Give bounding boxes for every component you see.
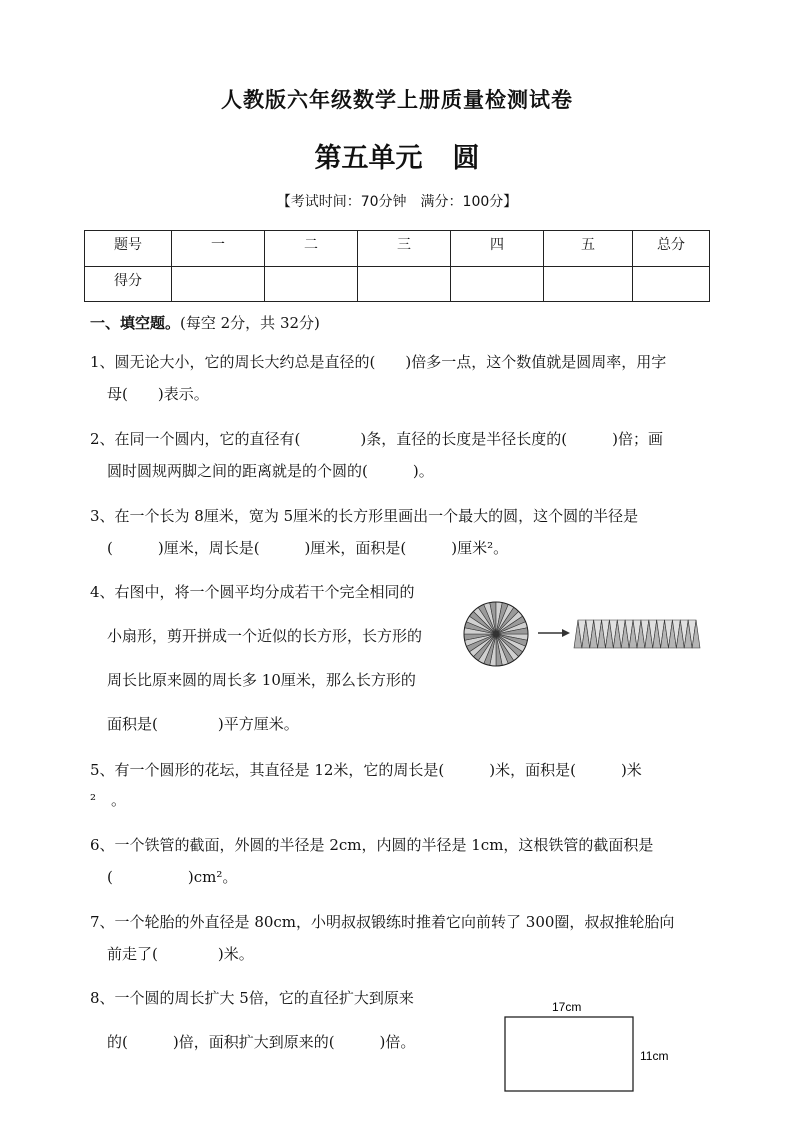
score-cell: 总分 bbox=[633, 231, 710, 267]
score-cell: 题号 bbox=[85, 231, 172, 267]
score-cell: 五 bbox=[544, 231, 633, 267]
question-5-line2: ² 。 bbox=[90, 791, 127, 809]
question-2-line1: 2、在同一个圆内，它的直径有( )条，直径的长度是半径长度的( )倍；画 bbox=[90, 430, 663, 448]
question-3-line2: ( )厘米，周长是( )厘米，面积是( )厘米²。 bbox=[107, 539, 509, 557]
score-table bbox=[84, 230, 710, 302]
unit-topic: 圆 bbox=[452, 143, 480, 174]
question-2 bbox=[90, 429, 708, 481]
question-4-line4: 面积是( )平方厘米。 bbox=[107, 715, 299, 733]
score-input-cell[interactable] bbox=[544, 266, 633, 302]
question-4-line3: 周长比原来圆的周长多 10厘米，那么长方形的 bbox=[107, 671, 416, 689]
divided-circle-icon bbox=[464, 602, 528, 666]
rect-height-label: 11cm bbox=[640, 1049, 669, 1063]
score-cell: 得分 bbox=[85, 266, 172, 302]
question-8-line2: 的( )倍，面积扩大到原来的( )倍。 bbox=[107, 1033, 416, 1051]
question-1-line1: 1、圆无论大小，它的周长大约总是直径的( )倍多一点，这个数值就是圆周率，用字 bbox=[90, 353, 667, 371]
question-2-line2: 圆时圆规两脚之间的距离就是的个圆的( )。 bbox=[107, 462, 434, 480]
score-table-score-row bbox=[85, 266, 710, 302]
rectangle-shape bbox=[505, 1017, 633, 1091]
question-5 bbox=[90, 760, 708, 810]
score-cell: 二 bbox=[265, 231, 358, 267]
exam-meta: 【考试时间：70分钟 满分：100分】 bbox=[276, 194, 518, 210]
question-6-line2: ( )cm²。 bbox=[107, 868, 238, 886]
arrow-right-icon bbox=[538, 629, 570, 637]
score-input-cell[interactable] bbox=[451, 266, 544, 302]
score-cell: 一 bbox=[172, 231, 265, 267]
question-8 bbox=[90, 988, 450, 1052]
question-1-line2: 母( )表示。 bbox=[107, 385, 209, 403]
question-8-line1: 8、一个圆的周长扩大 5倍，它的直径扩大到原来 bbox=[90, 989, 414, 1007]
question-3-line1: 3、在一个长为 8厘米，宽为 5厘米的长方形里画出一个最大的圆，这个圆的半径是 bbox=[90, 507, 639, 525]
question-6 bbox=[90, 835, 708, 887]
question-6-line1: 6、一个铁管的截面，外圆的半径是 2cm，内圆的半径是 1cm，这根铁管的截面积是 bbox=[90, 836, 654, 854]
score-cell: 三 bbox=[358, 231, 451, 267]
question-4-line1: 4、右图中，将一个圆平均分成若干个完全相同的 bbox=[90, 583, 415, 601]
unit-number: 第五单元 bbox=[314, 143, 423, 174]
question-4 bbox=[90, 582, 450, 734]
score-table-header-row bbox=[85, 231, 710, 267]
question-7-line1: 7、一个轮胎的外直径是 80cm，小明叔叔锻练时推着它向前转了 300圈，叔叔推轮胎向 bbox=[90, 913, 675, 931]
question-4-line2: 小扇形，剪开拼成一个近似的长方形，长方形的 bbox=[107, 627, 423, 645]
circle-to-rectangle-figure bbox=[462, 590, 712, 680]
section-title: 一、填空题。 bbox=[90, 314, 181, 332]
rectangle-figure bbox=[498, 1000, 698, 1100]
rect-width-label: 17cm bbox=[552, 1000, 582, 1014]
approximate-rectangle-icon bbox=[574, 620, 700, 648]
section-heading bbox=[90, 312, 320, 333]
question-7-line2: 前走了( )米。 bbox=[107, 945, 254, 963]
question-1 bbox=[90, 352, 708, 404]
score-input-cell[interactable] bbox=[358, 266, 451, 302]
section-note: (每空 2分，共 32分) bbox=[180, 314, 320, 332]
unit-heading bbox=[0, 136, 794, 175]
exam-title: 人教版六年级数学上册质量检测试卷 bbox=[221, 88, 573, 112]
score-input-cell[interactable] bbox=[633, 266, 710, 302]
score-cell: 四 bbox=[451, 231, 544, 267]
question-7 bbox=[90, 912, 708, 964]
question-5-line1: 5、有一个圆形的花坛，其直径是 12米，它的周长是( )米，面积是( )米 bbox=[90, 761, 642, 779]
score-input-cell[interactable] bbox=[172, 266, 265, 302]
question-3 bbox=[90, 506, 708, 558]
score-input-cell[interactable] bbox=[265, 266, 358, 302]
